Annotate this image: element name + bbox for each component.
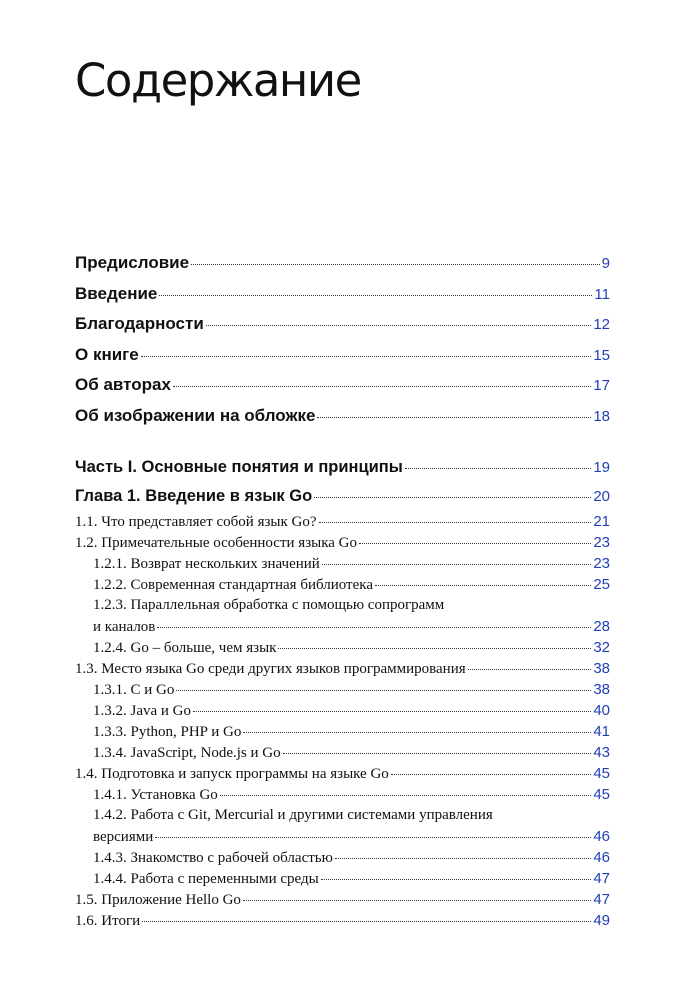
- toc-entry-about-cover[interactable]: [75, 401, 610, 432]
- dot-leader: [405, 468, 591, 469]
- toc-page-number: 32: [593, 639, 610, 656]
- toc-subsection[interactable]: [75, 679, 610, 700]
- toc-entry-title-line1: 1.4.2. Работа с Git, Mercurial и другими системами управления: [93, 807, 493, 823]
- toc-entry-title: 1.3. Место языка Go среди других языков программирования: [75, 661, 466, 677]
- dot-leader: [375, 585, 591, 586]
- toc-page-number: 12: [593, 316, 610, 333]
- toc-page-number: 47: [593, 870, 610, 887]
- toc-entry-acknowledgments[interactable]: [75, 309, 610, 340]
- dot-leader: [359, 543, 591, 544]
- toc-entry-title: 1.4.3. Знакомство с рабочей областью: [93, 850, 333, 866]
- toc-page-number: 23: [593, 555, 610, 572]
- toc-page-number: 45: [593, 786, 610, 803]
- dot-leader: [321, 879, 592, 880]
- toc-entry-introduction[interactable]: [75, 279, 610, 310]
- toc-page-number: 17: [593, 377, 610, 394]
- toc-section[interactable]: [75, 658, 610, 679]
- dot-leader: [155, 837, 591, 838]
- dot-leader: [322, 564, 591, 565]
- toc-entry-title: 1.2.2. Современная стандартная библиотека: [93, 577, 373, 593]
- toc-entry-title: 1.4.4. Работа с переменными среды: [93, 871, 319, 887]
- toc-entry-title: Введение: [75, 283, 158, 303]
- toc-subsection[interactable]: [75, 700, 610, 721]
- toc-page-number: 19: [593, 459, 610, 476]
- toc-entry-title: Предисловие: [75, 253, 190, 272]
- toc-subsection[interactable]: [75, 805, 610, 847]
- dot-leader: [193, 711, 591, 712]
- dot-leader: [157, 627, 591, 628]
- dot-leader: [176, 690, 591, 691]
- toc-page-number: 20: [593, 488, 610, 505]
- toc-entry-title: 1.2.4. Go – больше, чем язык: [93, 640, 277, 656]
- toc-entry-title: 1.5. Приложение Hello Go: [75, 892, 241, 908]
- toc-page-number: 38: [593, 681, 610, 698]
- toc-page-number: 46: [593, 849, 610, 866]
- toc-page-number: 43: [593, 744, 610, 761]
- toc-section[interactable]: [75, 910, 610, 931]
- toc-section[interactable]: [75, 763, 610, 784]
- toc-entry-title: Благодарности: [75, 314, 204, 333]
- toc-entry-title: 1.2. Примечательные особенности языка Go: [75, 535, 357, 551]
- toc-entry-title: 1.4.1. Установка Go: [93, 787, 218, 803]
- toc-subsection[interactable]: [75, 721, 610, 742]
- dot-leader: [278, 648, 591, 649]
- toc-page-number: 49: [593, 912, 610, 929]
- toc-subsection[interactable]: [75, 637, 610, 658]
- toc-page-number: 15: [593, 346, 610, 364]
- toc-entry-title: О книге: [75, 344, 139, 364]
- spacer: [75, 431, 610, 453]
- toc-section[interactable]: [75, 511, 610, 532]
- toc-page-number: 23: [593, 534, 610, 551]
- toc-entry-title-line1: 1.2.3. Параллельная обработка с помощью сопрограмм: [93, 597, 445, 613]
- dot-leader: [319, 522, 592, 523]
- toc-entry-title: 1.4. Подготовка и запуск программы на языке Go: [75, 766, 389, 782]
- toc-entry-about-book[interactable]: [75, 340, 610, 371]
- dot-leader: [468, 669, 592, 670]
- toc-page-number: 25: [593, 576, 610, 593]
- toc-subsection[interactable]: [75, 868, 610, 889]
- toc-page-number: 45: [593, 765, 610, 782]
- toc-subsection[interactable]: [75, 847, 610, 868]
- toc-entry-title-line2: и каналов: [93, 619, 156, 635]
- toc-entry-title: 1.6. Итоги: [75, 913, 141, 929]
- dot-leader: [142, 921, 591, 922]
- toc-entry-title-line2: версиями: [93, 829, 154, 845]
- toc-page-number: 38: [593, 660, 610, 677]
- dot-leader: [335, 858, 591, 859]
- toc-entry-part-1[interactable]: [75, 453, 610, 482]
- page-title: Содержание: [75, 54, 361, 107]
- dot-leader: [220, 795, 592, 796]
- table-of-contents: [75, 248, 610, 931]
- dot-leader: [141, 356, 592, 357]
- toc-entry-title: Об авторах: [75, 375, 171, 394]
- dot-leader: [314, 497, 591, 498]
- toc-page-number: 28: [593, 618, 610, 635]
- toc-entry-title: Об изображении на обложке: [75, 405, 316, 425]
- toc-subsection[interactable]: [75, 784, 610, 805]
- toc-entry-preface[interactable]: [75, 248, 610, 279]
- toc-page-number: 40: [593, 702, 610, 719]
- dot-leader: [206, 325, 592, 326]
- toc-entry-title: 1.3.1. C и Go: [93, 682, 175, 698]
- toc-page-number: 18: [593, 407, 610, 425]
- dot-leader: [283, 753, 592, 754]
- toc-entry-title: 1.1. Что представляет собой язык Go?: [75, 514, 317, 530]
- toc-entry-title: 1.3.3. Python, PHP и Go: [93, 724, 242, 740]
- toc-entry-about-authors[interactable]: [75, 370, 610, 401]
- dot-leader: [243, 732, 591, 733]
- toc-section[interactable]: [75, 532, 610, 553]
- toc-page-number: 47: [593, 891, 610, 908]
- toc-subsection[interactable]: [75, 742, 610, 763]
- toc-subsection[interactable]: [75, 553, 610, 574]
- dot-leader: [243, 900, 591, 901]
- dot-leader: [391, 774, 592, 775]
- toc-entry-chapter-1[interactable]: [75, 482, 610, 511]
- toc-subsection[interactable]: [75, 574, 610, 595]
- toc-entry-title: 1.3.2. Java и Go: [93, 703, 192, 719]
- toc-page-number: 9: [601, 255, 610, 272]
- toc-entry-title: Глава 1. Введение в язык Go: [75, 487, 313, 505]
- dot-leader: [159, 295, 592, 296]
- toc-entry-title: 1.2.1. Возврат нескольких значений: [93, 556, 320, 572]
- toc-page-number: 46: [593, 828, 610, 845]
- dot-leader: [173, 386, 591, 387]
- toc-page-number: 11: [594, 285, 610, 303]
- toc-subsection[interactable]: [75, 595, 610, 637]
- toc-entry-title: 1.3.4. JavaScript, Node.js и Go: [93, 745, 281, 761]
- toc-section[interactable]: [75, 889, 610, 910]
- dot-leader: [317, 417, 591, 418]
- toc-page-number: 21: [593, 513, 610, 530]
- dot-leader: [191, 264, 600, 265]
- toc-page-number: 41: [593, 723, 610, 740]
- toc-entry-title: Часть I. Основные понятия и принципы: [75, 458, 403, 476]
